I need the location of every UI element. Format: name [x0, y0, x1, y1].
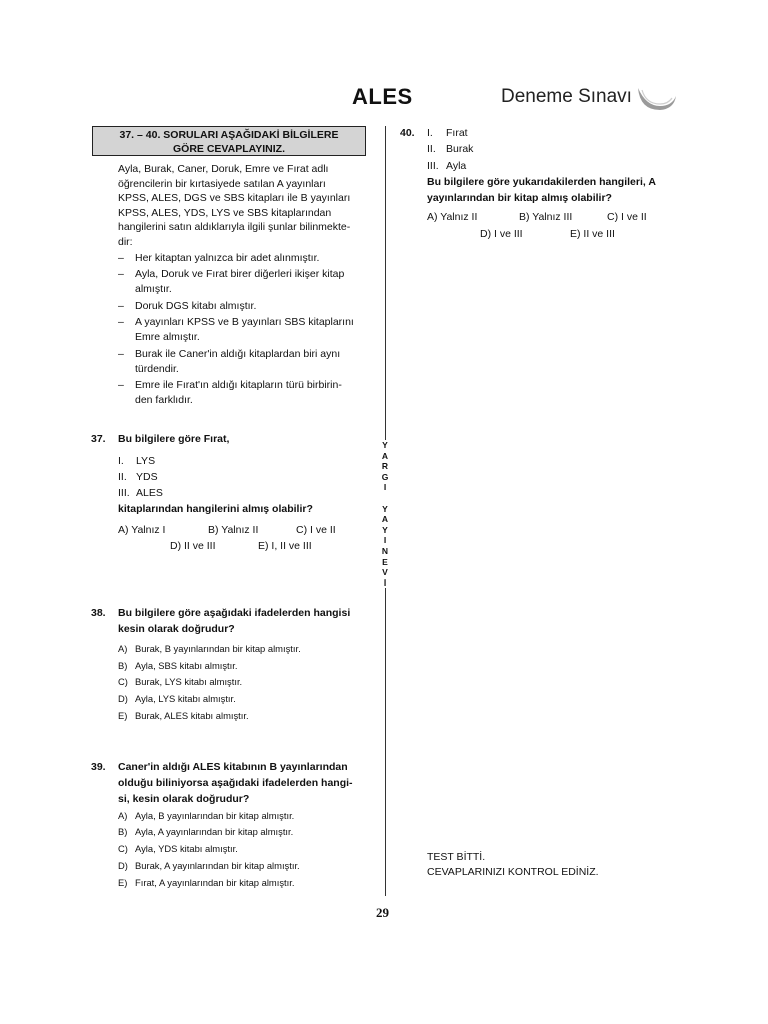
exam-title: ALES	[352, 84, 413, 109]
publisher-letter: G	[381, 471, 389, 482]
roman-numeral: III.	[427, 160, 439, 172]
answer-option[interactable]	[118, 660, 238, 672]
roman-numeral: I.	[427, 127, 433, 139]
option-text: Ayla, A yayınlarından bir kitap almıştır.	[135, 826, 294, 837]
answer-option[interactable]: D) II ve III	[170, 540, 216, 552]
option-text: Burak, B yayınlarından bir kitap almıştır.	[135, 643, 301, 654]
publisher-letter: N	[381, 545, 389, 556]
stem-line: Bu bilgilere göre aşağıdaki ifadelerden hangisi	[118, 607, 351, 619]
option-letter: A)	[118, 643, 128, 654]
intro-line: KPSS, ALES, YDS, LYS ve SBS kitaplarından	[118, 206, 332, 219]
test-end-note: TEST BİTTİ.	[427, 851, 486, 863]
answer-option[interactable]	[118, 693, 236, 705]
condition-text: Doruk DGS kitabı almıştır.	[135, 300, 257, 312]
option-letter: E)	[118, 877, 128, 888]
answer-option[interactable]: C) I ve II	[607, 211, 647, 223]
publisher-letter: A	[381, 514, 389, 525]
condition-item	[118, 378, 366, 408]
dash-marker: –	[118, 379, 124, 391]
option-letter: E)	[118, 710, 128, 721]
condition-text: A yayınları KPSS ve B yayınları SBS kitaplarını	[135, 316, 354, 328]
condition-item	[118, 267, 366, 297]
publisher-letter: V	[382, 567, 388, 578]
stem-line: si, kesin olarak doğrudur?	[118, 793, 250, 805]
answer-option[interactable]	[118, 843, 238, 855]
statement-item: Burak	[446, 143, 474, 155]
page-number: 29	[376, 905, 389, 920]
prompt-line: Bu bilgilere göre yukarıdakilerden hangileri, A	[427, 176, 656, 188]
answer-option[interactable]: D) I ve III	[480, 228, 523, 240]
option-text: Burak, ALES kitabı almıştır.	[135, 710, 249, 721]
intro-line: KPSS, ALES, DGS ve SBS kitapları ile B yayınları	[118, 192, 351, 205]
intro-paragraph	[118, 162, 366, 250]
roman-numeral: II.	[427, 143, 436, 155]
condition-item	[118, 315, 366, 345]
stem-line: kesin olarak doğrudur?	[118, 623, 235, 635]
publisher-letter: I	[383, 535, 387, 546]
question-stem	[118, 759, 368, 807]
answer-option[interactable]	[118, 710, 249, 722]
condition-text: türdendir.	[135, 363, 179, 375]
option-text: Ayla, LYS kitabı almıştır.	[135, 693, 236, 704]
publisher-letter: A	[381, 450, 389, 461]
option-letter: A)	[118, 810, 128, 821]
answer-option[interactable]: A) Yalnız I	[118, 524, 166, 536]
option-letter: D)	[118, 860, 128, 871]
roman-numeral: III.	[118, 487, 130, 499]
publisher-vertical-label	[380, 440, 390, 588]
condition-text: Emre ile Fırat'ın aldığı kitapların türü birbirin-	[135, 379, 342, 391]
option-text: Ayla, YDS kitabı almıştır.	[135, 843, 238, 854]
crescent-logo-icon	[634, 78, 678, 114]
question-stem: Bu bilgilere göre Fırat,	[118, 433, 230, 445]
option-text: Burak, A yayınlarından bir kitap almıştır.	[135, 860, 300, 871]
condition-item	[118, 251, 366, 266]
stem-line: olduğu biliniyorsa aşağıdaki ifadelerden hangi-	[118, 777, 353, 789]
option-text: Burak, LYS kitabı almıştır.	[135, 676, 243, 687]
answer-option[interactable]	[118, 826, 294, 838]
option-letter: C)	[118, 843, 128, 854]
dash-marker: –	[118, 252, 124, 264]
intro-line: Ayla, Burak, Caner, Doruk, Emre ve Fırat adlı	[118, 163, 329, 175]
answer-option[interactable]	[118, 810, 295, 822]
publisher-letter: Y	[382, 503, 388, 514]
answer-option[interactable]	[118, 860, 300, 872]
condition-item	[118, 347, 366, 377]
publisher-letter: Y	[382, 440, 388, 450]
stem-line: Caner'in aldığı ALES kitabının B yayınlarından	[118, 761, 348, 773]
instructions-line-2: GÖRE CEVAPLAYINIZ.	[172, 143, 286, 155]
intro-line: öğrencilerin bir kırtasiyede satılan A yayınları	[118, 177, 326, 190]
answer-option[interactable]	[118, 676, 243, 688]
prompt-line: yayınlarından bir kitap almış olabilir?	[427, 192, 612, 204]
option-text: Ayla, B yayınlarından bir kitap almıştır.	[135, 810, 295, 821]
statement-item: ALES	[136, 487, 163, 499]
answer-option[interactable]: A) Yalnız II	[427, 211, 478, 223]
intro-line: dir:	[118, 235, 133, 248]
answer-option[interactable]: E) II ve III	[570, 228, 615, 240]
instructions-box	[92, 126, 366, 156]
condition-text: almıştır.	[135, 283, 172, 295]
publisher-letter	[380, 493, 390, 504]
answer-option[interactable]	[118, 877, 295, 889]
publisher-letter: Y	[382, 524, 388, 535]
instructions-line-1: 37. – 40. SORULARI AŞAĞIDAKİ BİLGİLERE	[119, 129, 339, 141]
dash-marker: –	[118, 348, 124, 360]
question-number: 37.	[91, 433, 106, 445]
condition-text: Her kitaptan yalnızca bir adet alınmıştır.	[135, 252, 320, 264]
check-answers-note: CEVAPLARINIZI KONTROL EDİNİZ.	[427, 866, 599, 878]
dash-marker: –	[118, 300, 124, 312]
question-number: 38.	[91, 607, 106, 619]
statement-item: Ayla	[446, 160, 467, 172]
publisher-letter: R	[381, 461, 389, 472]
condition-item	[118, 299, 366, 314]
exam-subtitle: Deneme Sınavı	[501, 86, 632, 107]
dash-marker: –	[118, 316, 124, 328]
condition-text: Emre almıştır.	[135, 331, 200, 343]
publisher-letter: E	[382, 556, 388, 567]
question-number: 39.	[91, 761, 106, 773]
condition-text: den farklıdır.	[135, 394, 193, 406]
option-letter: D)	[118, 693, 128, 704]
intro-line: hangilerini satın aldıklarıyla ilgili şunlar bilinmekte-	[118, 221, 351, 234]
statement-item: Fırat	[446, 127, 468, 139]
question-number: 40.	[400, 127, 415, 139]
option-text: Ayla, SBS kitabı almıştır.	[135, 660, 238, 671]
answer-option[interactable]: E) I, II ve III	[258, 540, 312, 552]
option-letter: B)	[118, 826, 128, 837]
option-letter: C)	[118, 676, 128, 687]
answer-option[interactable]: B) Yalnız II	[208, 524, 259, 536]
question-stem	[118, 605, 366, 637]
statement-item: LYS	[136, 455, 156, 467]
question-prompt	[427, 174, 682, 206]
answer-option[interactable]: B) Yalnız III	[519, 211, 573, 223]
statement-item: YDS	[136, 471, 158, 483]
publisher-letter: İ	[383, 577, 387, 588]
roman-numeral: II.	[118, 471, 127, 483]
condition-text: Ayla, Doruk ve Fırat birer diğerleri ikişer kitap	[135, 268, 345, 280]
publisher-letter: I	[383, 482, 387, 493]
roman-numeral: I.	[118, 455, 124, 467]
condition-text: Burak ile Caner'in aldığı kitaplardan biri aynı	[135, 348, 341, 360]
dash-marker: –	[118, 268, 124, 280]
option-letter: B)	[118, 660, 128, 671]
option-text: Fırat, A yayınlarından bir kitap almıştır.	[135, 877, 295, 888]
question-prompt: kitaplarından hangilerini almış olabilir?	[118, 503, 313, 515]
answer-option[interactable]	[118, 643, 301, 655]
answer-option[interactable]: C) I ve II	[296, 524, 336, 536]
